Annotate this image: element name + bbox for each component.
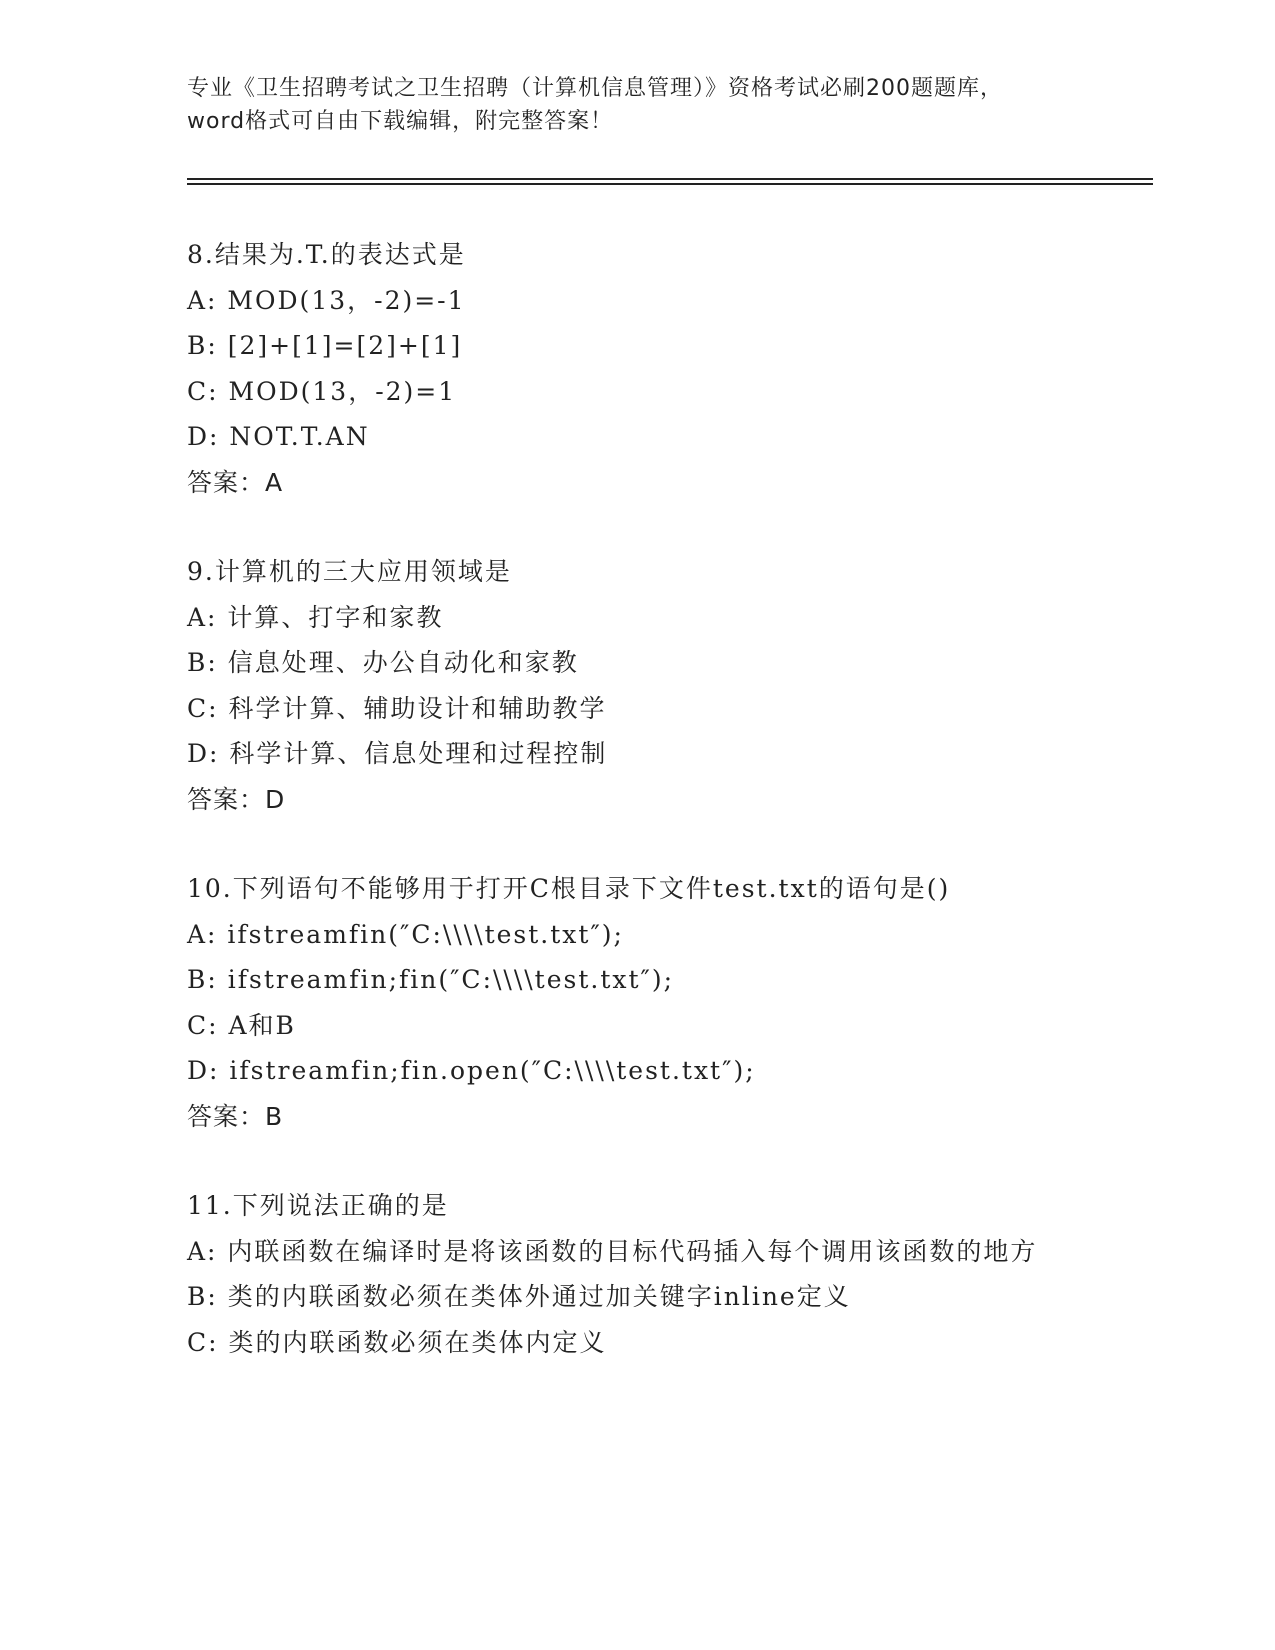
question-11 <box>187 1183 1087 1365</box>
question-10 <box>187 866 1087 1139</box>
question-list <box>187 232 1087 1409</box>
question-stem: 11.下列说法正确的是 <box>187 1191 449 1220</box>
option-d: D: 科学计算、信息处理和过程控制 <box>187 739 608 768</box>
option-a: A: 计算、打字和家教 <box>187 602 444 632</box>
option-b: B: [2]+[1]=[2]+[1] <box>187 331 463 360</box>
header-divider-top <box>187 178 1153 180</box>
answer-label: 答案：B <box>187 1101 284 1131</box>
option-d: D: ifstreamfin;fin.open(″C:\\\\test.txt″); <box>187 1056 756 1085</box>
answer-label: 答案：D <box>187 784 286 814</box>
header-line-2: word格式可自由下载编辑，附完整答案！ <box>187 109 614 134</box>
header-line-1: 专业《卫生招聘考试之卫生招聘（计算机信息管理）》资格考试必刷200题题库， <box>187 76 1003 101</box>
option-c: C: A和B <box>187 1010 296 1040</box>
question-stem: 9.计算机的三大应用领域是 <box>187 557 512 586</box>
question-stem: 10.下列语句不能够用于打开C根目录下文件test.txt的语句是() <box>187 874 951 903</box>
option-b: B: ifstreamfin;fin(″C:\\\\test.txt″); <box>187 965 675 994</box>
header-divider-bottom <box>187 183 1153 185</box>
option-c: C: 类的内联函数必须在类体内定义 <box>187 1327 607 1357</box>
option-c: C: MOD(13，-2)=1 <box>187 376 457 406</box>
answer-label: 答案：A <box>187 467 284 497</box>
option-a: A: 内联函数在编译时是将该函数的目标代码插入每个调用该函数的地方 <box>187 1236 1038 1266</box>
option-d: D: NOT.T.AN <box>187 422 370 451</box>
question-9 <box>187 549 1087 822</box>
document-header <box>187 72 1087 138</box>
question-stem: 8.结果为.T.的表达式是 <box>187 240 466 269</box>
option-b: B: 类的内联函数必须在类体外通过加关键字inline定义 <box>187 1282 851 1311</box>
question-8 <box>187 232 1087 505</box>
option-b: B: 信息处理、办公自动化和家教 <box>187 648 579 677</box>
option-c: C: 科学计算、辅助设计和辅助教学 <box>187 693 607 723</box>
option-a: A: MOD(13，-2)=-1 <box>187 285 466 315</box>
option-a: A: ifstreamfin(″C:\\\\test.txt″); <box>187 919 624 949</box>
